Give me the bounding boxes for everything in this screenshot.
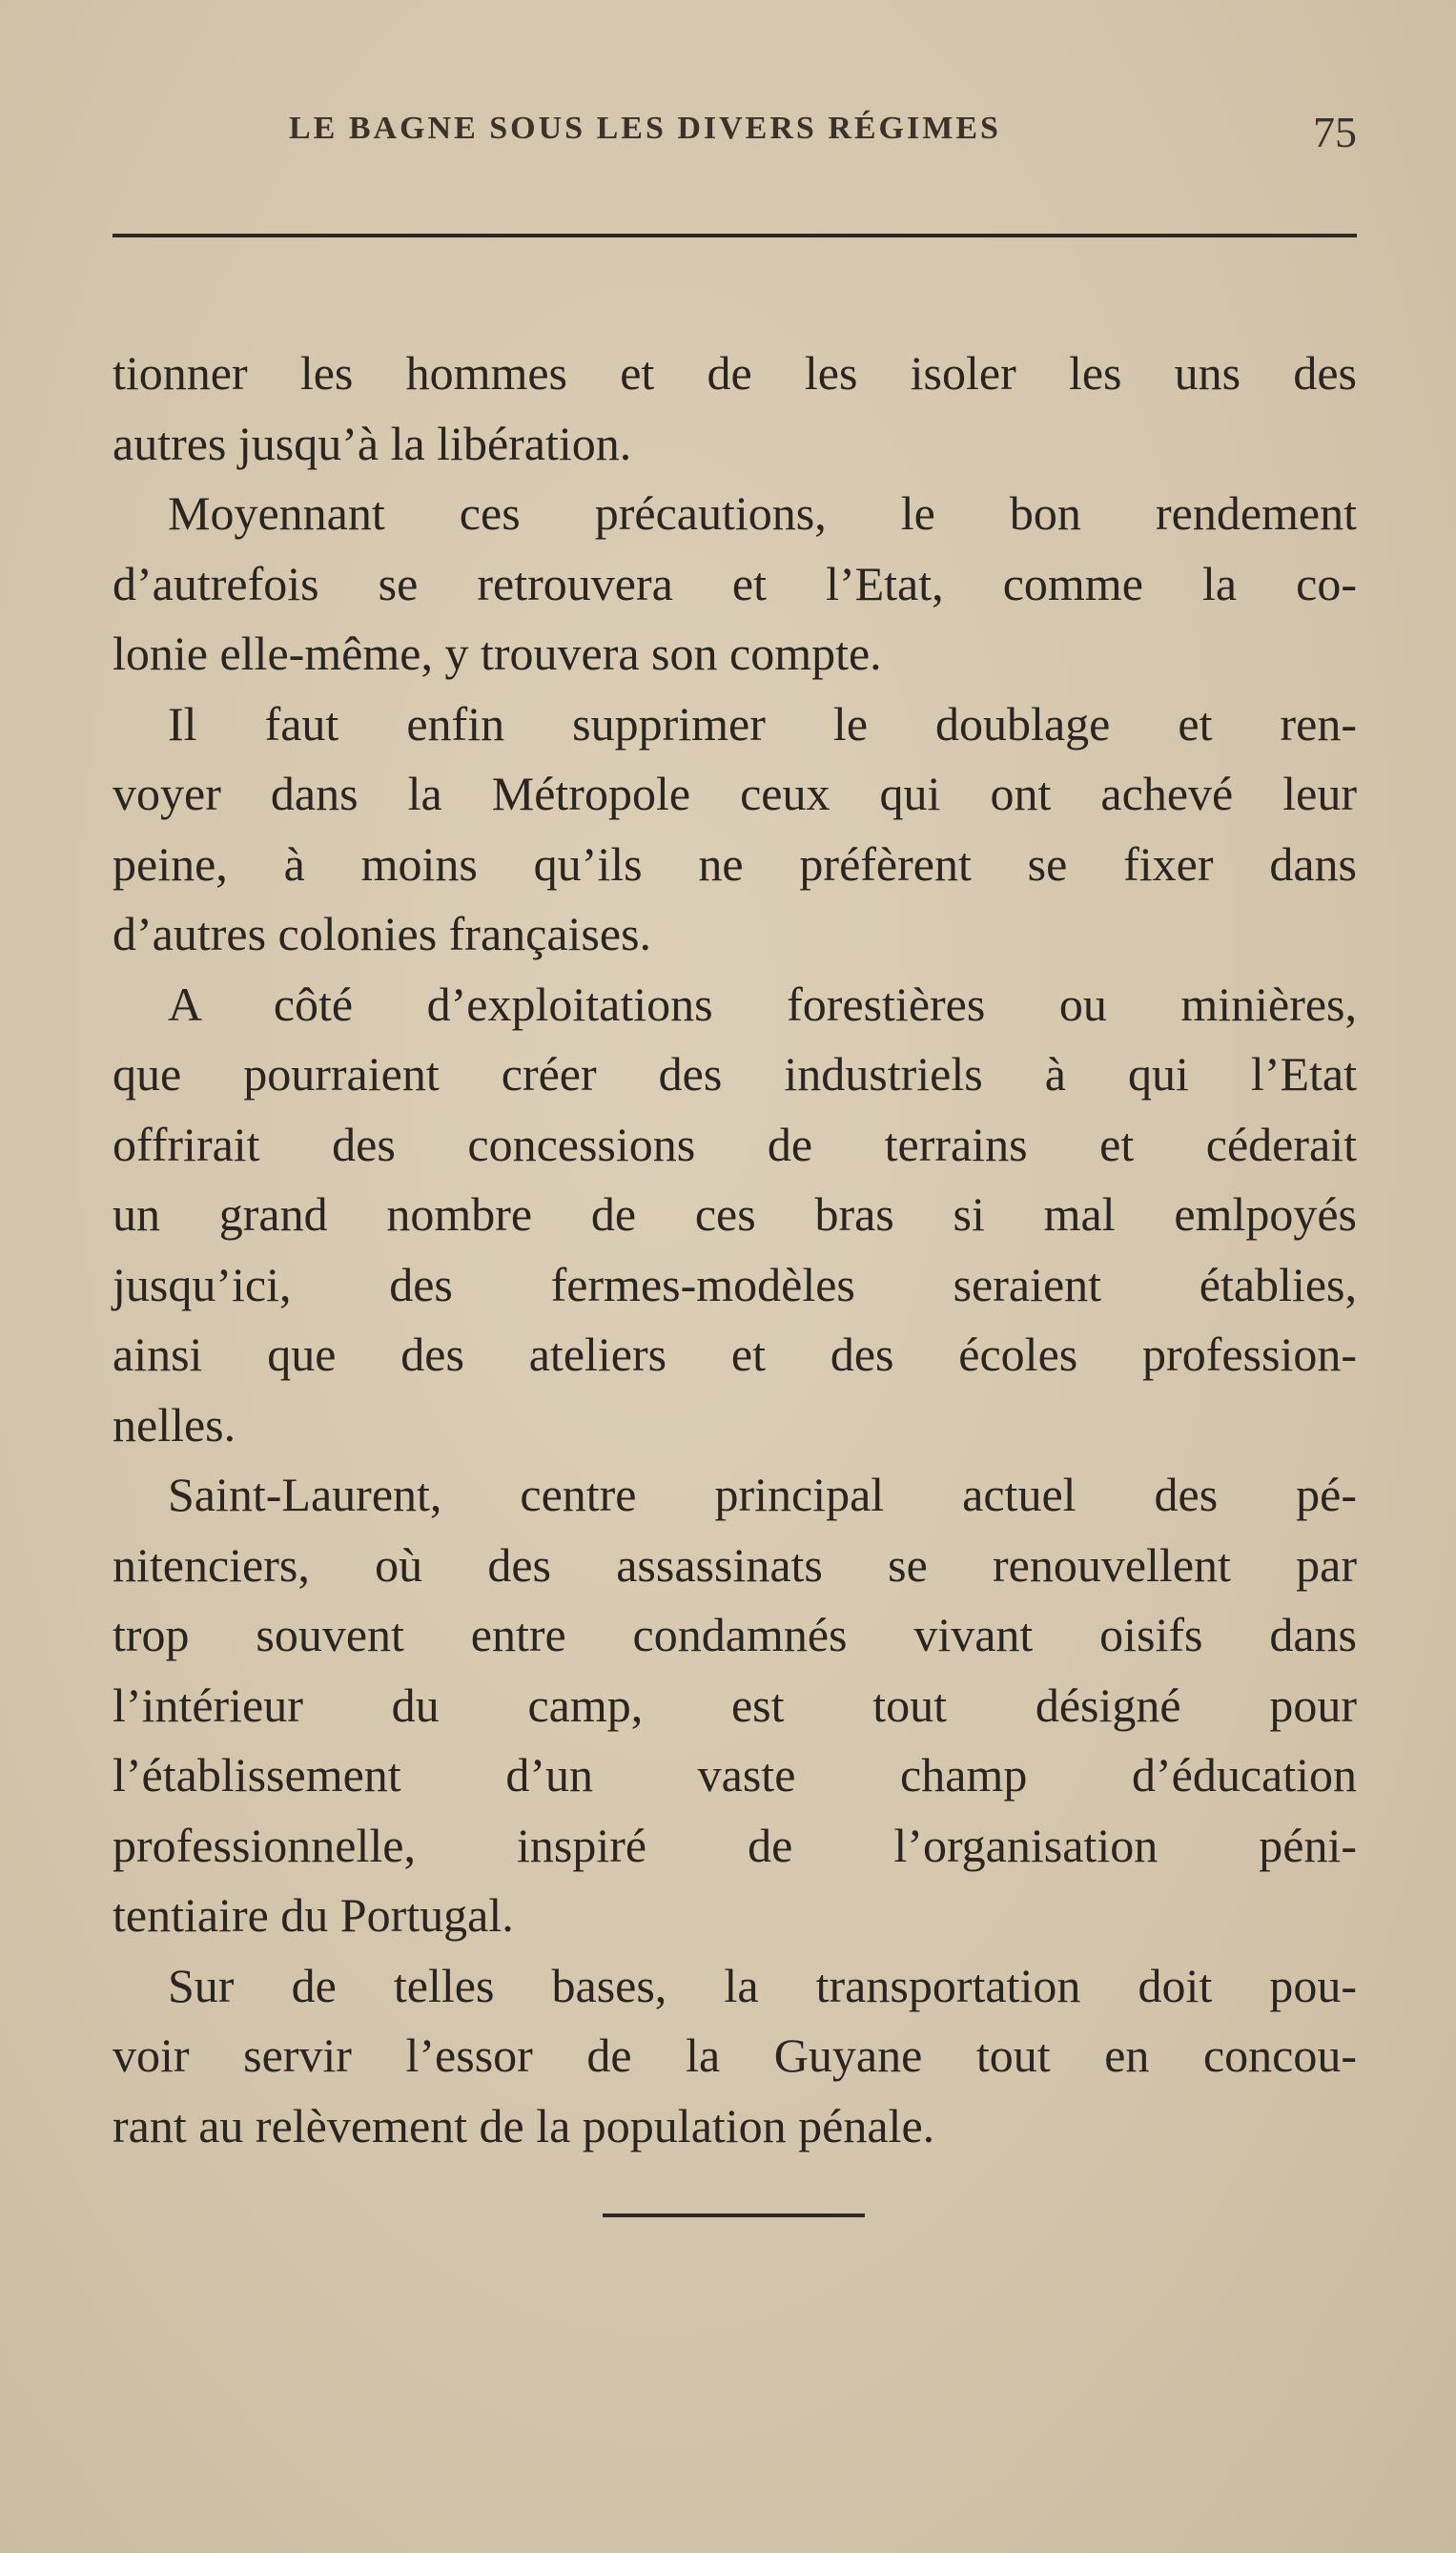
text-line: Il faut enfin supprimer le doublage et ren-: [168, 696, 1357, 751]
text-line: nitenciers, où des assassinats se renouvellent par: [113, 1537, 1357, 1592]
text-line: autres jusqu’à la libération.: [113, 416, 632, 470]
text-line: voyer dans la Métropole ceux qui ont achevé leur: [113, 767, 1357, 820]
body-text: [113, 339, 1357, 2161]
running-title: LE BAGNE SOUS LES DIVERS RÉGIMES: [289, 111, 1001, 146]
page-number: 75: [1313, 108, 1357, 156]
text-line: l’établissement d’un vaste champ d’éducation: [113, 1748, 1357, 1802]
text-line: tionner les hommes et de les isoler les uns des: [113, 346, 1357, 400]
text-line: tentiaire du Portugal.: [113, 1888, 514, 1942]
header-rule: [113, 234, 1357, 237]
text-line: Saint-Laurent, centre principal actuel des pé-: [168, 1468, 1357, 1521]
text-line: l’intérieur du camp, est tout désigné pour: [113, 1678, 1357, 1732]
text-line: un grand nombre de ces bras si mal emlpoyés: [113, 1187, 1357, 1241]
text-line: Moyennant ces précautions, le bon rendement: [168, 486, 1357, 540]
text-line: que pourraient créer des industriels à qui l’Etat: [113, 1047, 1357, 1101]
text-line: peine, à moins qu’ils ne préfèrent se fixer dans: [113, 836, 1357, 891]
text-line: jusqu’ici, des fermes-modèles seraient établies,: [113, 1257, 1357, 1311]
text-line: nelles.: [113, 1397, 236, 1452]
text-line: rant au relèvement de la population pénale.: [113, 2098, 935, 2152]
text-line: offrirait des concessions de terrains et céderait: [113, 1117, 1357, 1171]
text-line: Sur de telles bases, la transportation doit pou-: [168, 1958, 1357, 2012]
text-line: d’autrefois se retrouvera et l’Etat, comme la co-: [113, 556, 1357, 610]
text-line: ainsi que des ateliers et des écoles profession-: [113, 1328, 1357, 1381]
end-of-chapter-rule: [603, 2213, 865, 2217]
running-head: [113, 107, 1357, 164]
text-line: d’autres colonies françaises.: [113, 907, 652, 960]
text-line: trop souvent entre condamnés vivant oisifs dans: [113, 1608, 1357, 1661]
text-line: A côté d’exploitations forestières ou minières,: [168, 977, 1357, 1031]
text-line: voir servir l’essor de la Guyane tout en concou-: [113, 2028, 1357, 2082]
text-line: lonie elle-même, y trouvera son compte.: [113, 627, 882, 680]
text-line: professionnelle, inspiré de l’organisation péni-: [113, 1818, 1357, 1872]
